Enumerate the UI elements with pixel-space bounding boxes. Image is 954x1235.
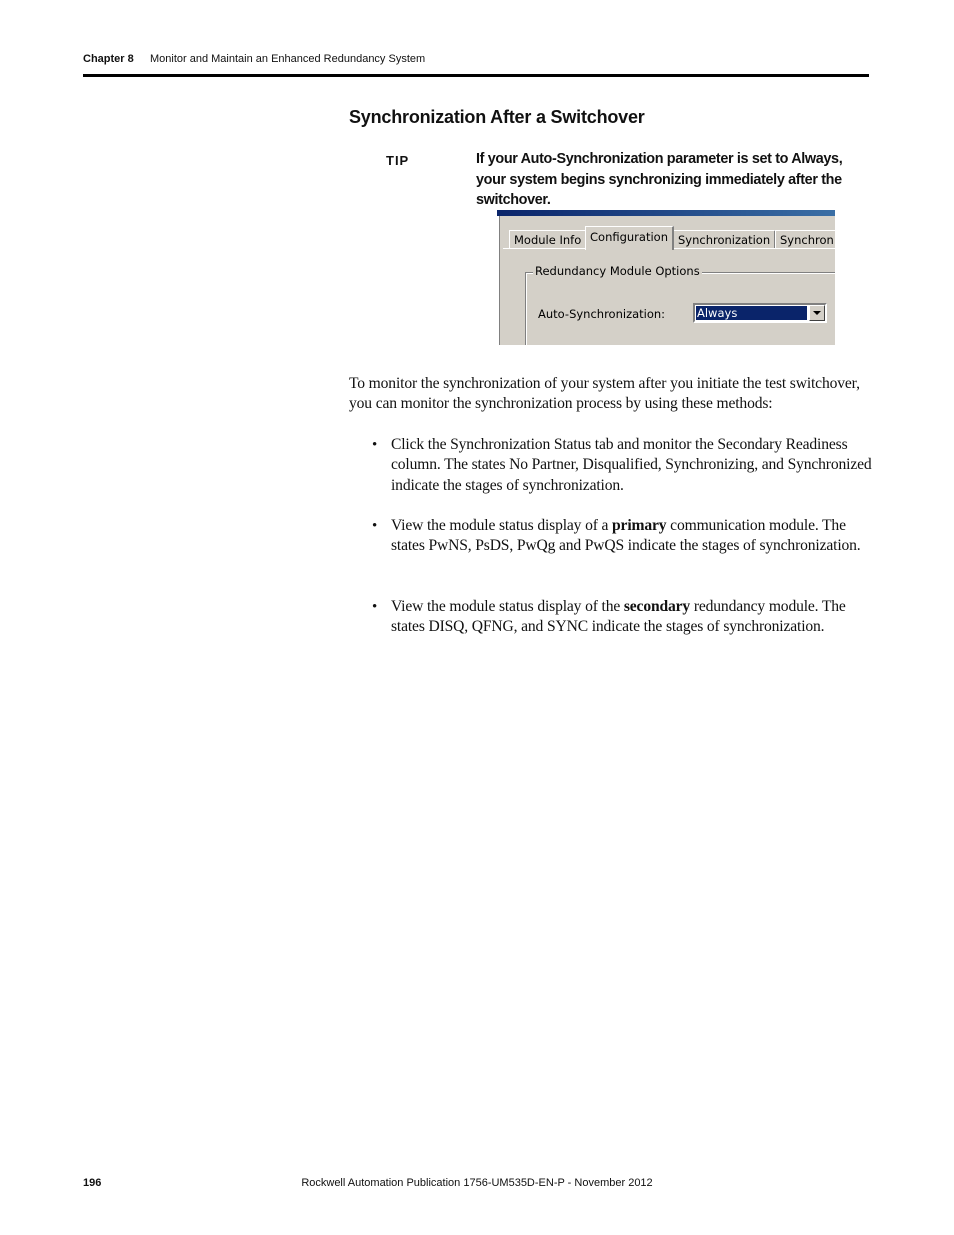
section-heading: Synchronization After a Switchover	[349, 107, 645, 127]
bullet-icon: •	[372, 599, 378, 615]
auto-sync-label: Auto-Synchronization:	[538, 307, 666, 321]
list-item	[372, 435, 873, 496]
publication-footer: Rockwell Automation Publication 1756-UM535D-EN-P - November 2012	[301, 1177, 653, 1189]
auto-sync-select[interactable]	[693, 303, 827, 323]
tab-synchronization[interactable]: Synchronization	[673, 230, 776, 249]
emphasis: secondary	[623, 598, 691, 615]
list-item-text-pre: View the module status display of a	[391, 517, 613, 534]
emphasis: primary	[612, 517, 667, 534]
tab-strip	[509, 226, 835, 250]
running-header	[83, 53, 426, 65]
chevron-down-icon	[813, 311, 821, 315]
module-properties-dialog	[497, 210, 835, 345]
intro-paragraph: To monitor the synchronization of your system after you initiate the test switchover, you can monitor the synchronization process by using these methods:	[349, 375, 860, 413]
bullet-icon: •	[372, 518, 378, 534]
dropdown-button[interactable]	[809, 305, 825, 321]
list-item	[372, 597, 873, 638]
list-item-text: Click the Synchronization Status tab and monitor the Secondary Readiness column. The states No Partner, Disqualified, Synchronizing, and Synchronized indicate the stages of synchronization.	[391, 436, 872, 494]
bullet-icon: •	[372, 437, 378, 453]
list-item-text-post: communication module. The states PwNS, PsDS, PwQg and PwQS indicate the stages of synchronization.	[391, 517, 861, 555]
chapter-label: Chapter 8	[83, 53, 134, 65]
tab-module-info[interactable]: Module Info	[509, 230, 587, 249]
list-item-text-post: redundancy module. The states DISQ, QFNG, and SYNC indicate the stages of synchronization.	[391, 598, 846, 636]
dialog-edge	[497, 216, 500, 345]
auto-sync-value: Always	[696, 306, 807, 320]
chapter-title: Monitor and Maintain an Enhanced Redundancy System	[150, 53, 426, 65]
group-title: Redundancy Module Options	[535, 264, 700, 278]
header-rule	[83, 74, 869, 77]
list-item-text-pre: View the module status display of the	[391, 598, 624, 615]
tab-synchronization-status[interactable]: Synchron	[775, 230, 835, 249]
page-number: 196	[83, 1177, 102, 1189]
tab-configuration[interactable]: Configuration	[585, 226, 674, 250]
tip-label: TIP	[386, 153, 410, 168]
dialog-titlebar	[497, 210, 835, 216]
list-item	[372, 516, 873, 557]
tip-text: If your Auto-Synchronization parameter is set to Always, your system begins synchronizing immediately after the switchover.	[476, 151, 843, 208]
